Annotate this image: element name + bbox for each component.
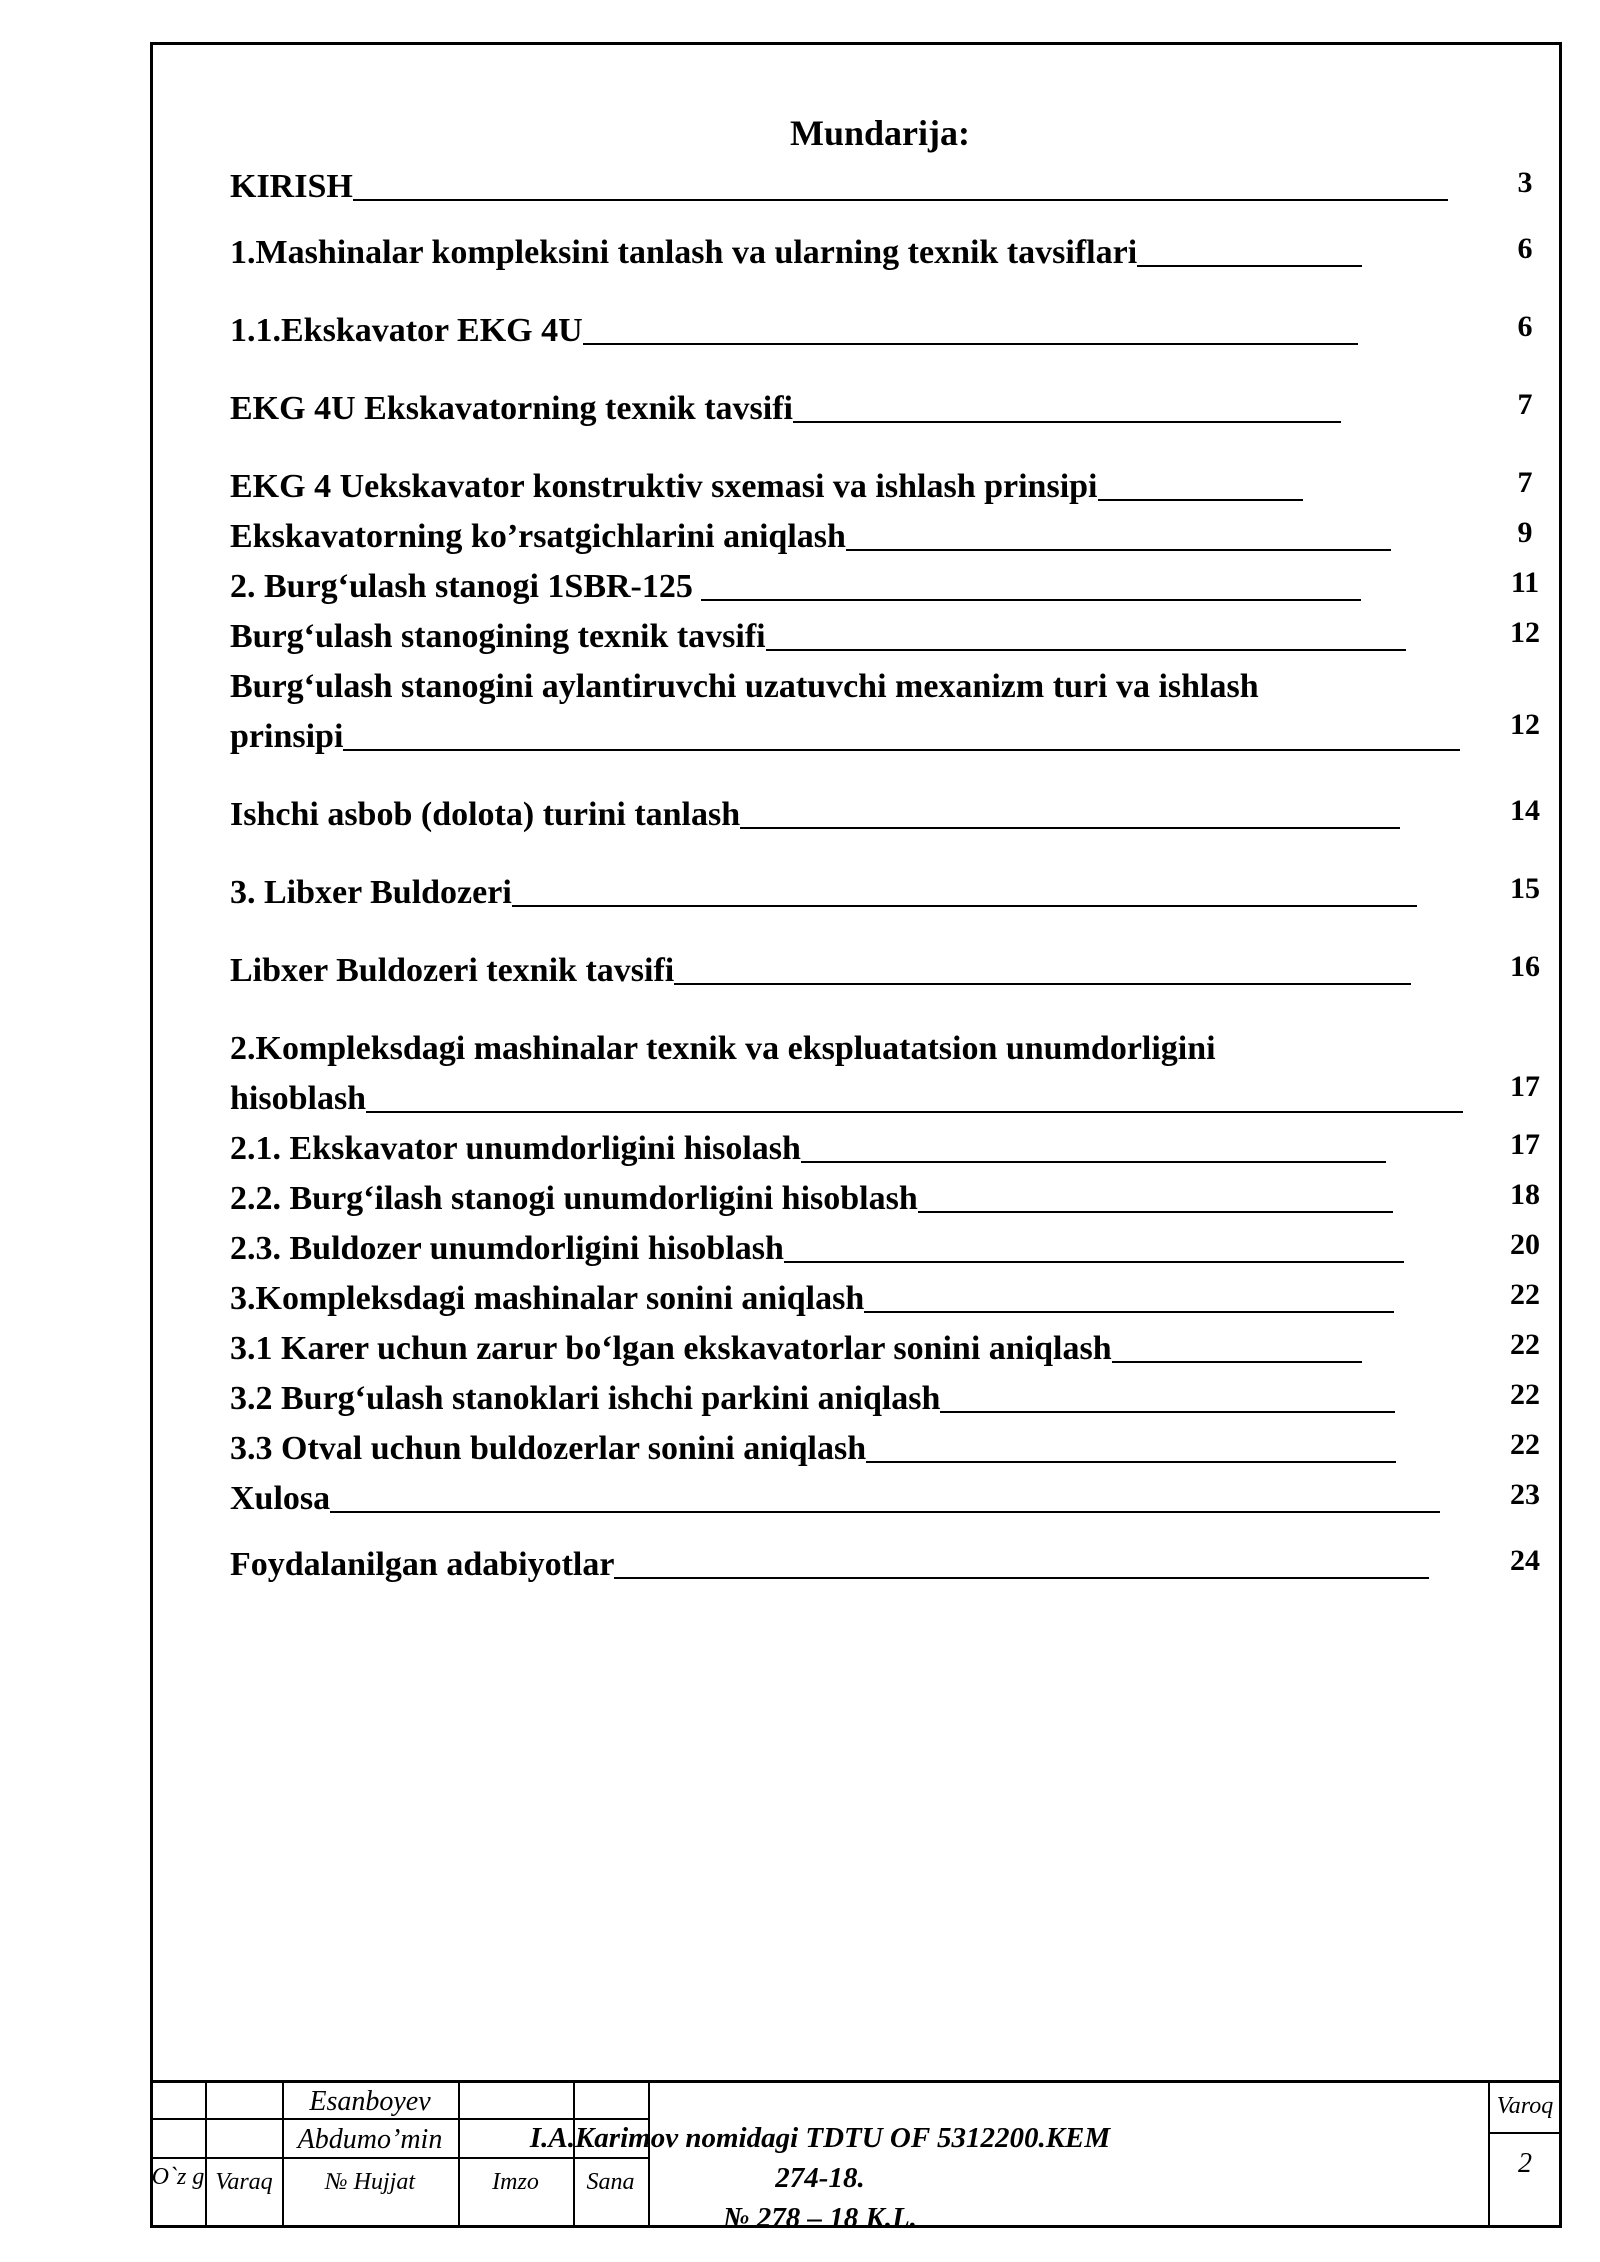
toc-page: 12 [1510,708,1540,741]
grid-line [458,2080,460,2228]
sheet-number: 2 [1518,2148,1532,2179]
toc-entry: Ishchi asbob (dolota) turini tanlash [230,790,1400,840]
col-date-label: Sana [586,2169,635,2195]
toc-page: 6 [1517,310,1533,343]
toc-entry: Burg‘ulash stanogining texnik tavsifi [230,612,1406,662]
toc-entry: Libxer Buldozeri texnik tavsifi [230,946,1411,996]
document-code-line-2: № 278 – 18 K.L. [722,2202,918,2234]
grid-line [205,2080,207,2228]
toc-page: 17 [1510,1128,1540,1161]
toc-entry: 1.Mashinalar kompleksini tanlash va ularning texnik tavsiflari [230,228,1362,278]
toc-entry: hisoblash [230,1074,1463,1124]
toc-entry: Foydalanilgan adabiyotlar [230,1540,1429,1590]
toc-entry: KIRISH [230,162,1448,212]
toc-page: 7 [1517,388,1533,421]
toc-entry: 3. Libxer Buldozeri [230,868,1417,918]
toc-entry: 2.3. Buldozer unumdorligini hisoblash [230,1224,1404,1274]
toc-entry: 3.3 Otval uchun buldozerlar sonini aniqlash [230,1424,1396,1474]
toc-entry: 2.Kompleksdagi mashinalar texnik va ekspluatatsion unumdorligini [230,1030,1216,1067]
toc-page: 20 [1510,1228,1540,1261]
author-surname: Esanboyev [309,2086,431,2117]
sheet-label: Varoq [1496,2093,1554,2119]
toc-entry: prinsipi [230,712,1460,762]
toc-page: 7 [1517,466,1533,499]
toc-page: 22 [1510,1328,1540,1361]
toc-entry: 2.1. Ekskavator unumdorligini hisolash [230,1124,1386,1174]
toc-title: Mundarija: [790,113,970,153]
toc-entry: EKG 4 Uekskavator konstruktiv sxemasi va ishlash prinsipi [230,462,1303,512]
toc-page: 6 [1517,232,1533,265]
document-code [500,2118,1140,2238]
toc-entry: 3.1 Karer uchun zarur bo‘lgan ekskavatorlar sonini aniqlash [230,1324,1362,1374]
grid-line [1488,2132,1562,2134]
toc-page: 12 [1510,616,1540,649]
col-doc-label: № Hujjat [325,2169,415,2195]
toc-entry: EKG 4U Ekskavatorning texnik tavsifi [230,384,1341,434]
toc-page: 14 [1510,794,1540,827]
toc-page: 15 [1510,872,1540,905]
toc-page: 18 [1510,1178,1540,1211]
toc-page: 11 [1510,566,1540,599]
col-change-label: O`z g [151,2164,205,2190]
toc-page: 3 [1517,166,1533,199]
toc-page: 22 [1510,1378,1540,1411]
toc-entry: Ekskavatorning ko’rsatgichlarini aniqlash [230,512,1391,562]
toc-page: 22 [1510,1428,1540,1461]
document-code-line-1: I.A.Karimov nomidagi TDTU OF 5312200.KEM 274-18. [529,2122,1111,2194]
toc-entry: 3.Kompleksdagi mashinalar sonini aniqlash [230,1274,1394,1324]
col-sign-label: Imzo [492,2169,539,2195]
toc-entry: 3.2 Burg‘ulash stanoklari ishchi parkini aniqlash [230,1374,1395,1424]
toc-entry: 1.1.Ekskavator EKG 4U [230,306,1358,356]
col-sheet-label: Varaq [215,2169,273,2195]
toc-page: 16 [1510,950,1540,983]
toc-entry: 2.2. Burg‘ilash stanogi unumdorligini hisoblash [230,1174,1393,1224]
toc-page: 24 [1510,1544,1540,1577]
author-name: Abdumo’min [297,2124,443,2155]
toc-page: 22 [1510,1278,1540,1311]
toc-entry: 2. Burg‘ulash stanogi 1SBR-125 [230,562,1361,612]
toc-entry: Xulosa [230,1474,1440,1524]
toc-page: 9 [1517,516,1533,549]
toc-page: 17 [1510,1070,1540,1103]
toc-page: 23 [1510,1478,1540,1511]
toc-entry: Burg‘ulash stanogini aylantiruvchi uzatuvchi mexanizm turi va ishlash [230,668,1259,705]
